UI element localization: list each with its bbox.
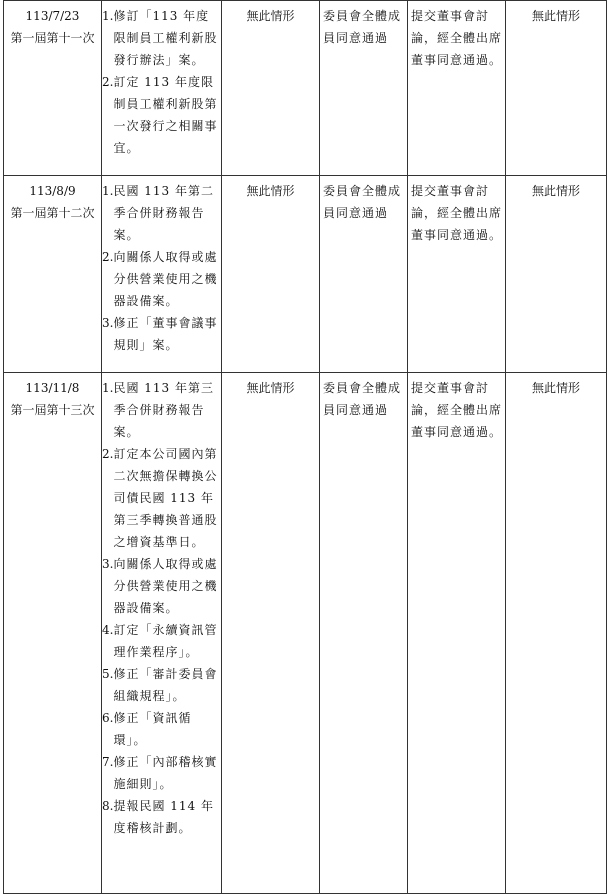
- item-number: 2.: [102, 447, 114, 461]
- company-handling-cell: 提交董事會討論，經全體出席董事同意通過。: [408, 1, 506, 176]
- item-text: 修正「董事會議事規則」案。: [113, 316, 218, 352]
- item-text: 訂定本公司國內第二次無擔保轉換公司債民國 113 年第三季轉換普通股之增資基準日。: [113, 447, 218, 549]
- table-row: [4, 1, 607, 176]
- agenda-items-cell: [102, 1, 222, 176]
- item-text: 向關係人取得或處分供營業使用之機器設備案。: [113, 557, 218, 615]
- agenda-items-cell: [102, 373, 222, 894]
- item-number: 1.: [102, 381, 114, 395]
- item-text: 訂定「永續資訊管理作業程序」。: [113, 623, 218, 659]
- item-number: 5.: [102, 667, 114, 681]
- item-text: 民國 113 年第三季合併財務報告案。: [113, 381, 214, 439]
- list-item: [102, 5, 219, 71]
- committee-resolution-cell: 委員會全體成員同意通過: [320, 1, 408, 176]
- meeting-session: 第一屆第十一次: [10, 31, 95, 45]
- item-number: 1.: [102, 9, 114, 23]
- table-row: [4, 176, 607, 373]
- meeting-session: 第一屆第十三次: [10, 403, 95, 417]
- item-number: 2.: [102, 250, 114, 264]
- meeting-date-cell: [4, 1, 102, 176]
- item-text: 修正「資訊循環」。: [113, 711, 192, 747]
- securities-law-matters-cell: 無此情形: [222, 373, 320, 894]
- item-text: 訂定 113 年度限制員工權利新股第一次發行之相關事宜。: [113, 75, 218, 155]
- item-text: 提報民國 114 年度稽核計劃。: [113, 799, 214, 835]
- item-text: 向關係人取得或處分供營業使用之機器設備案。: [113, 250, 218, 308]
- item-text: 民國 113 年第二季合併財務報告案。: [113, 184, 214, 242]
- item-number: 7.: [102, 755, 114, 769]
- agenda-items-cell: [102, 176, 222, 373]
- item-number: 8.: [102, 799, 114, 813]
- meeting-date: 113/7/23: [25, 9, 80, 23]
- item-text: 修訂「113 年度限制員工權利新股發行辦法」案。: [113, 9, 218, 67]
- item-number: 4.: [102, 623, 114, 637]
- item-text: 修正「審計委員會組織規程」。: [113, 667, 218, 703]
- item-number: 2.: [102, 75, 114, 89]
- other-matters-cell: 無此情形: [506, 1, 607, 176]
- other-matters-cell: 無此情形: [506, 373, 607, 894]
- securities-law-matters-cell: 無此情形: [222, 1, 320, 176]
- company-handling-cell: 提交董事會討論，經全體出席董事同意通過。: [408, 373, 506, 894]
- meeting-session: 第一屆第十二次: [10, 206, 95, 220]
- list-item: [102, 553, 219, 619]
- committee-resolution-cell: 委員會全體成員同意通過: [320, 176, 408, 373]
- meeting-date: 113/11/8: [25, 381, 80, 395]
- audit-committee-table: [3, 0, 607, 894]
- list-item: [102, 443, 219, 553]
- securities-law-matters-cell: 無此情形: [222, 176, 320, 373]
- list-item: [102, 707, 219, 751]
- item-number: 1.: [102, 184, 114, 198]
- list-item: [102, 377, 219, 443]
- meeting-date-cell: [4, 176, 102, 373]
- list-item: [102, 71, 219, 159]
- committee-resolution-cell: 委員會全體成員同意通過: [320, 373, 408, 894]
- list-item: [102, 619, 219, 663]
- list-item: [102, 663, 219, 707]
- item-text: 修正「內部稽核實施細則」。: [113, 755, 218, 791]
- meeting-date: 113/8/9: [29, 184, 76, 198]
- list-item: [102, 795, 219, 839]
- table-row: [4, 373, 607, 894]
- item-number: 6.: [102, 711, 114, 725]
- meeting-date-cell: [4, 373, 102, 894]
- other-matters-cell: 無此情形: [506, 176, 607, 373]
- list-item: [102, 246, 219, 312]
- list-item: [102, 312, 219, 356]
- item-number: 3.: [102, 557, 114, 571]
- list-item: [102, 751, 219, 795]
- list-item: [102, 180, 219, 246]
- item-number: 3.: [102, 316, 114, 330]
- company-handling-cell: 提交董事會討論，經全體出席董事同意通過。: [408, 176, 506, 373]
